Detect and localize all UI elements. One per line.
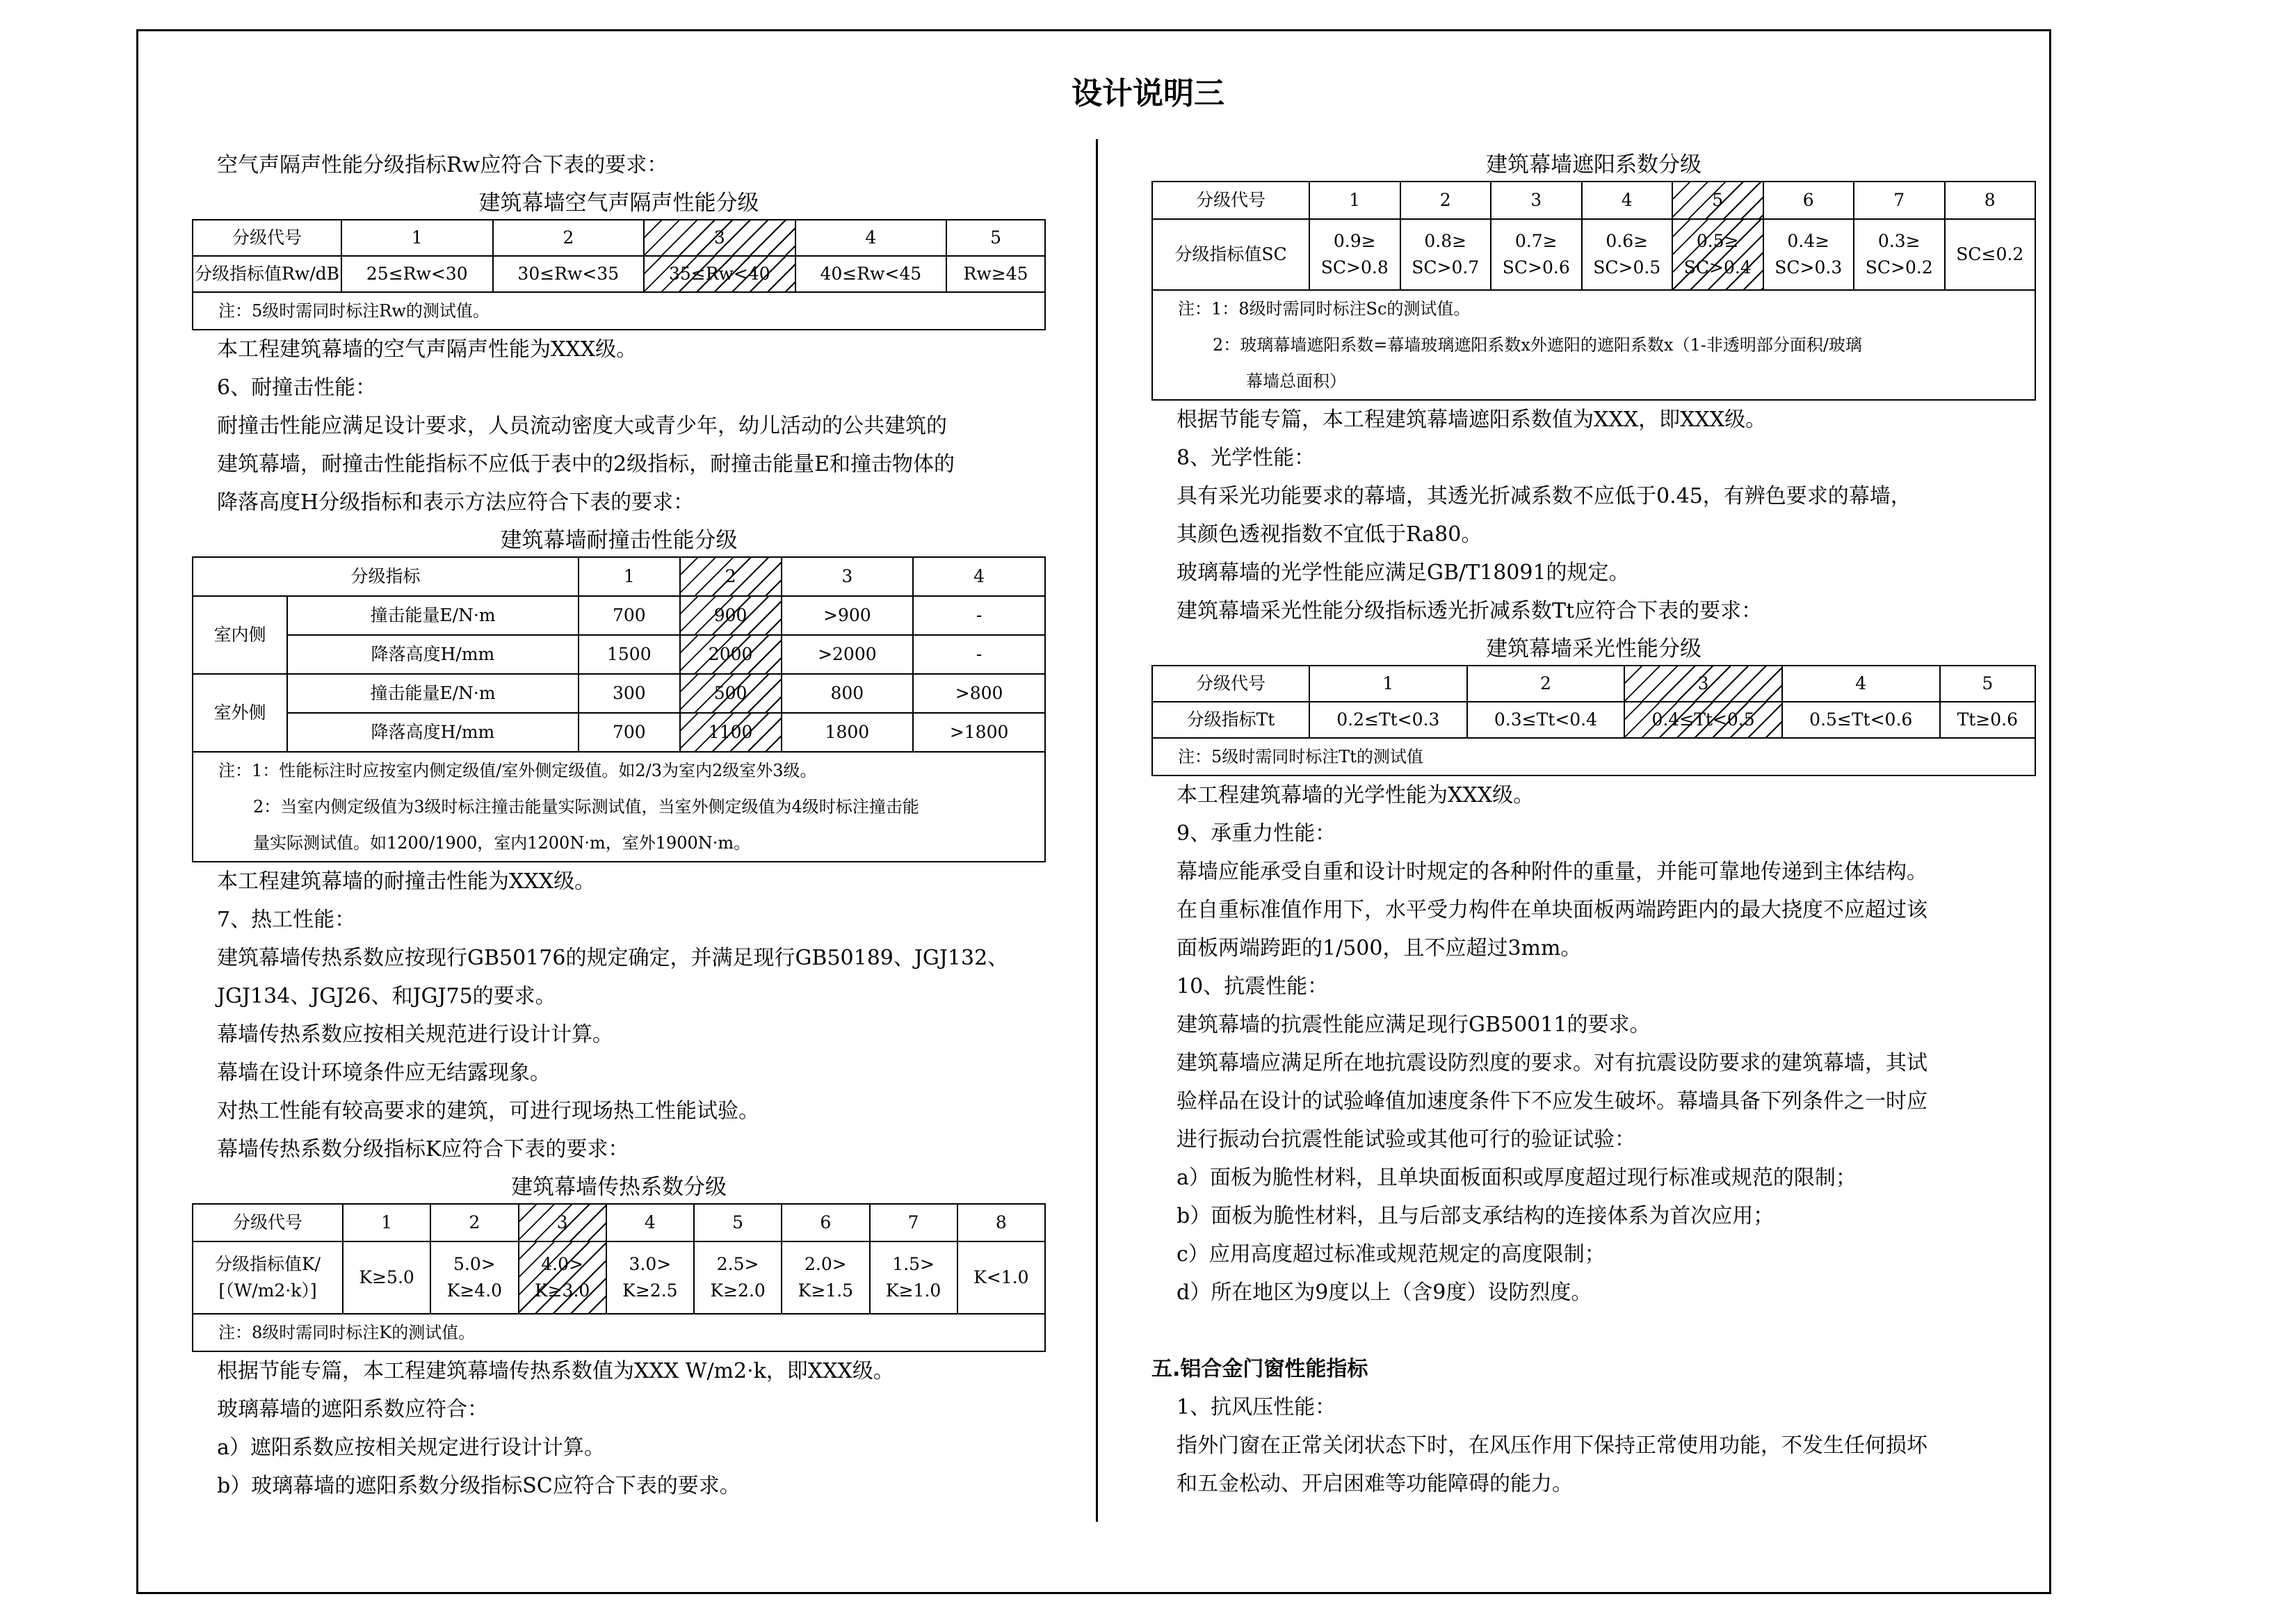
paragraph: 面板两端跨距的1/500，且不应超过3mm。 — [1177, 936, 1582, 960]
value-cell — [1309, 219, 1400, 290]
paragraph: 验样品在设计的试验峰值加速度条件下不应发生破坏。幕墙具备下列条件之一时应 — [1177, 1089, 1927, 1114]
code-cell: 1 — [343, 1204, 430, 1241]
value-cell-hatched: 2000 — [680, 635, 782, 674]
paragraph: 本工程建筑幕墙的光学性能为XXX级。 — [1177, 783, 1535, 807]
code-cell: 1 — [579, 557, 680, 596]
value-cell: >800 — [913, 674, 1045, 713]
code-cell: 2 — [1467, 666, 1625, 702]
value-cell: 0.2≤Tt<0.3 — [1309, 702, 1467, 738]
paragraph: 空气声隔声性能分级指标Rw应符合下表的要求： — [217, 153, 668, 177]
daylighting-table — [1151, 665, 2036, 776]
section-heading: 9、承重力性能： — [1177, 821, 1336, 846]
note-line: 注：1：性能标注时应按室内侧定级值/室外侧定级值。如2/3为室内2级室外3级。 — [218, 761, 817, 780]
value-cell: 1500 — [579, 635, 680, 674]
column-divider — [1096, 139, 1098, 1522]
row-group-label: 室内侧 — [193, 596, 287, 674]
code-cell-hatched: 2 — [680, 557, 782, 596]
code-cell: 5 — [694, 1204, 782, 1241]
left-column — [192, 146, 1046, 1505]
table-note: 注：5级时需同时标注Rw的测试值。 — [193, 292, 1045, 330]
code-cell-hatched: 5 — [1672, 182, 1763, 219]
section-heading: 7、热工性能： — [217, 908, 356, 932]
spacer — [1151, 1312, 2036, 1350]
header-cell: 分级代号 — [1152, 182, 1309, 219]
code-cell-hatched: 3 — [644, 220, 795, 256]
value-line: 4.0> — [541, 1254, 583, 1274]
paragraph: 对热工性能有较高要求的建筑，可进行现场热工性能试验。 — [217, 1099, 759, 1123]
value-cell: 30≤Rw<35 — [493, 256, 645, 292]
value-line: 2.0> — [805, 1254, 847, 1274]
value-cell: Rw≥45 — [946, 256, 1045, 292]
value-line: SC>0.4 — [1683, 257, 1752, 278]
value-cell — [343, 1241, 430, 1314]
paragraph: JGJ134、JGJ26、和JGJ75的要求。 — [217, 984, 556, 1008]
value-cell: 25≤Rw<30 — [341, 256, 493, 292]
paragraph: 降落高度H分级指标和表示方法应符合下表的要求： — [217, 490, 695, 515]
value-cell: - — [913, 596, 1045, 635]
table-caption: 建筑幕墙空气声隔声性能分级 — [478, 191, 759, 216]
row-label-line: [（W/m2·k）] — [218, 1280, 317, 1301]
value-line: K≥1.0 — [885, 1280, 941, 1301]
value-line: SC>0.2 — [1865, 257, 1933, 278]
value-line: 5.0> — [453, 1254, 496, 1274]
header-cell: 分级代号 — [193, 220, 341, 256]
code-cell: 7 — [870, 1204, 957, 1241]
code-cell: 6 — [1763, 182, 1854, 219]
row-label: 撞击能量E/N·m — [287, 674, 579, 713]
paragraph: 和五金松动、开启困难等功能障碍的能力。 — [1177, 1472, 1573, 1496]
note-line: 量实际测试值。如1200/1900，室内1200N·m，室外1900N·m。 — [253, 833, 751, 853]
value-line: 0.7≥ — [1514, 231, 1558, 251]
value-cell — [957, 1241, 1045, 1314]
value-line: 0.6≥ — [1606, 231, 1649, 251]
value-cell-hatched: 35≤Rw<40 — [644, 256, 795, 292]
value-line: 0.3≥ — [1877, 231, 1921, 251]
value-line: 2.5> — [716, 1254, 759, 1274]
code-cell: 4 — [1582, 182, 1673, 219]
value-cell — [1945, 219, 2036, 290]
value-line: K≥4.0 — [446, 1280, 503, 1301]
value-cell — [1582, 219, 1673, 290]
paragraph: 建筑幕墙应满足所在地抗震设防烈度的要求。对有抗震设防要求的建筑幕墙，其试 — [1177, 1051, 1927, 1075]
value-cell: >2000 — [782, 635, 914, 674]
value-cell: >1800 — [913, 713, 1045, 752]
value-cell: 0.5≤Tt<0.6 — [1782, 702, 1940, 738]
paragraph: 建筑幕墙的抗震性能应满足现行GB50011的要求。 — [1177, 1013, 1651, 1037]
value-line: 0.9≥ — [1333, 231, 1376, 251]
value-line: SC>0.6 — [1502, 257, 1570, 278]
note-line: 2：当室内侧定级值为3级时标注撞击能量实际测试值，当室外侧定级值为4级时标注撞击能 — [253, 797, 919, 817]
paragraph: 本工程建筑幕墙的空气声隔声性能为XXX级。 — [217, 337, 638, 362]
code-cell: 4 — [1782, 666, 1940, 702]
section-heading: 8、光学性能： — [1177, 446, 1316, 470]
paragraph: 本工程建筑幕墙的耐撞击性能为XXX级。 — [217, 869, 596, 894]
value-cell: 1800 — [782, 713, 914, 752]
paragraph: 建筑幕墙，耐撞击性能指标不应低于表中的2级指标，耐撞击能量E和撞击物体的 — [217, 452, 955, 476]
shading-coefficient-table — [1151, 181, 2036, 401]
sound-insulation-table — [192, 219, 1046, 330]
value-line: 0.5≥ — [1696, 231, 1739, 251]
section-heading: 10、抗震性能： — [1177, 974, 1329, 999]
note-line: 2：玻璃幕墙遮阳系数=幕墙玻璃遮阳系数x外遮阳的遮阳系数x（1-非透明部分面积/玻璃 — [1213, 335, 1862, 355]
value-cell-hatched: 1100 — [680, 713, 782, 752]
header-cell: 分级代号 — [193, 1204, 343, 1241]
value-line: K≥1.5 — [798, 1280, 854, 1301]
list-item: c）应用高度超过标准或规范规定的高度限制； — [1177, 1242, 1606, 1267]
row-label: 分级指标值Rw/dB — [193, 256, 341, 292]
table-note: 注：8级时需同时标注K的测试值。 — [193, 1314, 1045, 1351]
row-label — [193, 1241, 343, 1314]
table-note — [193, 752, 1045, 862]
paragraph: 在自重标准值作用下，水平受力构件在单块面板两端跨距内的最大挠度不应超过该 — [1177, 898, 1927, 922]
value-cell — [1400, 219, 1491, 290]
table-caption: 建筑幕墙传热系数分级 — [511, 1175, 727, 1200]
header-cell: 分级代号 — [1152, 666, 1309, 702]
list-item: b）面板为脆性材料，且与后部支承结构的连接体系为首次应用； — [1177, 1204, 1774, 1228]
table-caption: 建筑幕墙耐撞击性能分级 — [500, 528, 738, 553]
impact-resistance-table — [192, 556, 1046, 862]
value-line: 0.4≥ — [1787, 231, 1830, 251]
value-cell — [430, 1241, 518, 1314]
code-cell: 1 — [341, 220, 493, 256]
value-cell-hatched — [1672, 219, 1763, 290]
paragraph: 其颜色透视指数不宜低于Ra80。 — [1177, 522, 1482, 547]
value-cell: 700 — [579, 713, 680, 752]
section-heading: 6、耐撞击性能： — [217, 376, 377, 400]
code-cell: 4 — [795, 220, 947, 256]
code-cell-hatched: 3 — [519, 1204, 606, 1241]
code-cell: 1 — [1309, 666, 1467, 702]
value-cell: 700 — [579, 596, 680, 635]
code-cell-hatched: 3 — [1624, 666, 1782, 702]
value-line: SC>0.3 — [1774, 257, 1843, 278]
value-cell: 0.3≤Tt<0.4 — [1467, 702, 1625, 738]
value-cell: 40≤Rw<45 — [795, 256, 947, 292]
value-cell — [1854, 219, 1945, 290]
row-group-label: 室外侧 — [193, 674, 287, 752]
value-cell-hatched: 0.4≤Tt<0.5 — [1624, 702, 1782, 738]
value-line: K≥2.0 — [710, 1280, 766, 1301]
value-cell: - — [913, 635, 1045, 674]
value-cell — [1763, 219, 1854, 290]
code-cell: 7 — [1854, 182, 1945, 219]
code-cell: 3 — [1491, 182, 1582, 219]
chapter-heading: 五.铝合金门窗性能指标 — [1151, 1357, 1368, 1381]
code-cell: 5 — [1940, 666, 2035, 702]
value-line: 3.0> — [629, 1254, 672, 1274]
note-line: 注：1：8级时需同时标注Sc的测试值。 — [1178, 299, 1471, 319]
value-line: K<1.0 — [973, 1267, 1029, 1287]
value-line: SC>0.5 — [1593, 257, 1661, 278]
value-line: 0.8≥ — [1424, 231, 1467, 251]
paragraph: 建筑幕墙传热系数应按现行GB50176的规定确定，并满足现行GB50189、JGJ132、 — [217, 946, 1009, 970]
paragraph: b）玻璃幕墙的遮阳系数分级指标SC应符合下表的要求。 — [217, 1474, 741, 1498]
code-cell: 8 — [1945, 182, 2036, 219]
code-cell: 6 — [782, 1204, 869, 1241]
paragraph: 幕墙在设计环境条件应无结露现象。 — [217, 1061, 551, 1085]
code-cell: 4 — [913, 557, 1045, 596]
paragraph: 进行振动台抗震性能试验或其他可行的验证试验： — [1177, 1127, 1635, 1152]
right-column — [1151, 146, 2036, 1503]
paragraph: 具有采光功能要求的幕墙，其透光折减系数不应低于0.45，有辨色要求的幕墙， — [1177, 484, 1911, 508]
value-cell-hatched — [519, 1241, 606, 1314]
note-line: 幕墙总面积） — [1246, 371, 1346, 391]
row-label: 分级指标Tt — [1152, 702, 1309, 738]
value-line: SC≤0.2 — [1956, 244, 2024, 264]
paragraph: 幕墙传热系数应按相关规范进行设计计算。 — [217, 1022, 613, 1047]
row-label: 撞击能量E/N·m — [287, 596, 579, 635]
heat-transfer-table — [192, 1203, 1046, 1352]
value-cell — [1491, 219, 1582, 290]
value-cell-hatched: 900 — [680, 596, 782, 635]
value-line: K≥2.5 — [622, 1280, 678, 1301]
paragraph: 根据节能专篇，本工程建筑幕墙遮阳系数值为XXX，即XXX级。 — [1177, 408, 1767, 432]
row-label-line: 分级指标值K/ — [214, 1254, 321, 1274]
value-cell — [870, 1241, 957, 1314]
code-cell: 3 — [782, 557, 914, 596]
value-line: SC>0.8 — [1320, 257, 1389, 278]
paragraph: 玻璃幕墙的光学性能应满足GB/T18091的规定。 — [1177, 561, 1630, 585]
value-cell — [606, 1241, 694, 1314]
code-cell: 2 — [493, 220, 645, 256]
code-cell: 8 — [957, 1204, 1045, 1241]
value-cell: Tt≥0.6 — [1940, 702, 2035, 738]
code-cell: 2 — [430, 1204, 518, 1241]
value-cell: >900 — [782, 596, 914, 635]
paragraph: 玻璃幕墙的遮阳系数应符合： — [217, 1397, 488, 1422]
value-cell — [782, 1241, 869, 1314]
list-item: d）所在地区为9度以上（含9度）设防烈度。 — [1177, 1280, 1592, 1305]
code-cell: 1 — [1309, 182, 1400, 219]
table-caption: 建筑幕墙采光性能分级 — [1486, 636, 1701, 661]
paragraph: 根据节能专篇，本工程建筑幕墙传热系数值为XXX W/m2·k，即XXX级。 — [217, 1359, 894, 1383]
paragraph: 幕墙应能承受自重和设计时规定的各种附件的重量，并能可靠地传递到主体结构。 — [1177, 860, 1927, 884]
table-note — [1152, 290, 2035, 400]
paragraph: 幕墙传热系数分级指标K应符合下表的要求： — [217, 1137, 629, 1161]
paragraph: 耐撞击性能应满足设计要求，人员流动密度大或青少年，幼儿活动的公共建筑的 — [217, 414, 947, 438]
list-item: a）面板为脆性材料，且单块面板面积或厚度超过现行标准或规范的限制； — [1177, 1166, 1857, 1190]
value-cell-hatched: 500 — [680, 674, 782, 713]
value-cell — [694, 1241, 782, 1314]
value-line: 1.5> — [892, 1254, 935, 1274]
value-cell: 800 — [782, 674, 914, 713]
table-note: 注：5级时需同时标注Tt的测试值 — [1152, 738, 2035, 775]
code-cell: 2 — [1400, 182, 1491, 219]
value-line: K≥5.0 — [359, 1267, 414, 1287]
code-cell: 4 — [606, 1204, 694, 1241]
section-heading: 1、抗风压性能： — [1177, 1395, 1336, 1420]
row-label: 分级指标值SC — [1152, 219, 1309, 290]
value-line: SC>0.7 — [1412, 257, 1480, 278]
paragraph: 指外门窗在正常关闭状态下时，在风压作用下保持正常使用功能，不发生任何损坏 — [1177, 1433, 1927, 1458]
row-label: 降落高度H/mm — [287, 713, 579, 752]
header-cell: 分级指标 — [193, 557, 579, 596]
value-cell: 300 — [579, 674, 680, 713]
paragraph: a）遮阳系数应按相关规定进行设计计算。 — [217, 1436, 605, 1460]
paragraph: 建筑幕墙采光性能分级指标透光折减系数Tt应符合下表的要求： — [1177, 599, 1763, 623]
row-label: 降落高度H/mm — [287, 635, 579, 674]
table-caption: 建筑幕墙遮阳系数分级 — [1486, 152, 1701, 177]
code-cell: 5 — [946, 220, 1045, 256]
value-line: K≥3.0 — [534, 1280, 590, 1301]
page-title: 设计说明三 — [1072, 76, 1224, 111]
